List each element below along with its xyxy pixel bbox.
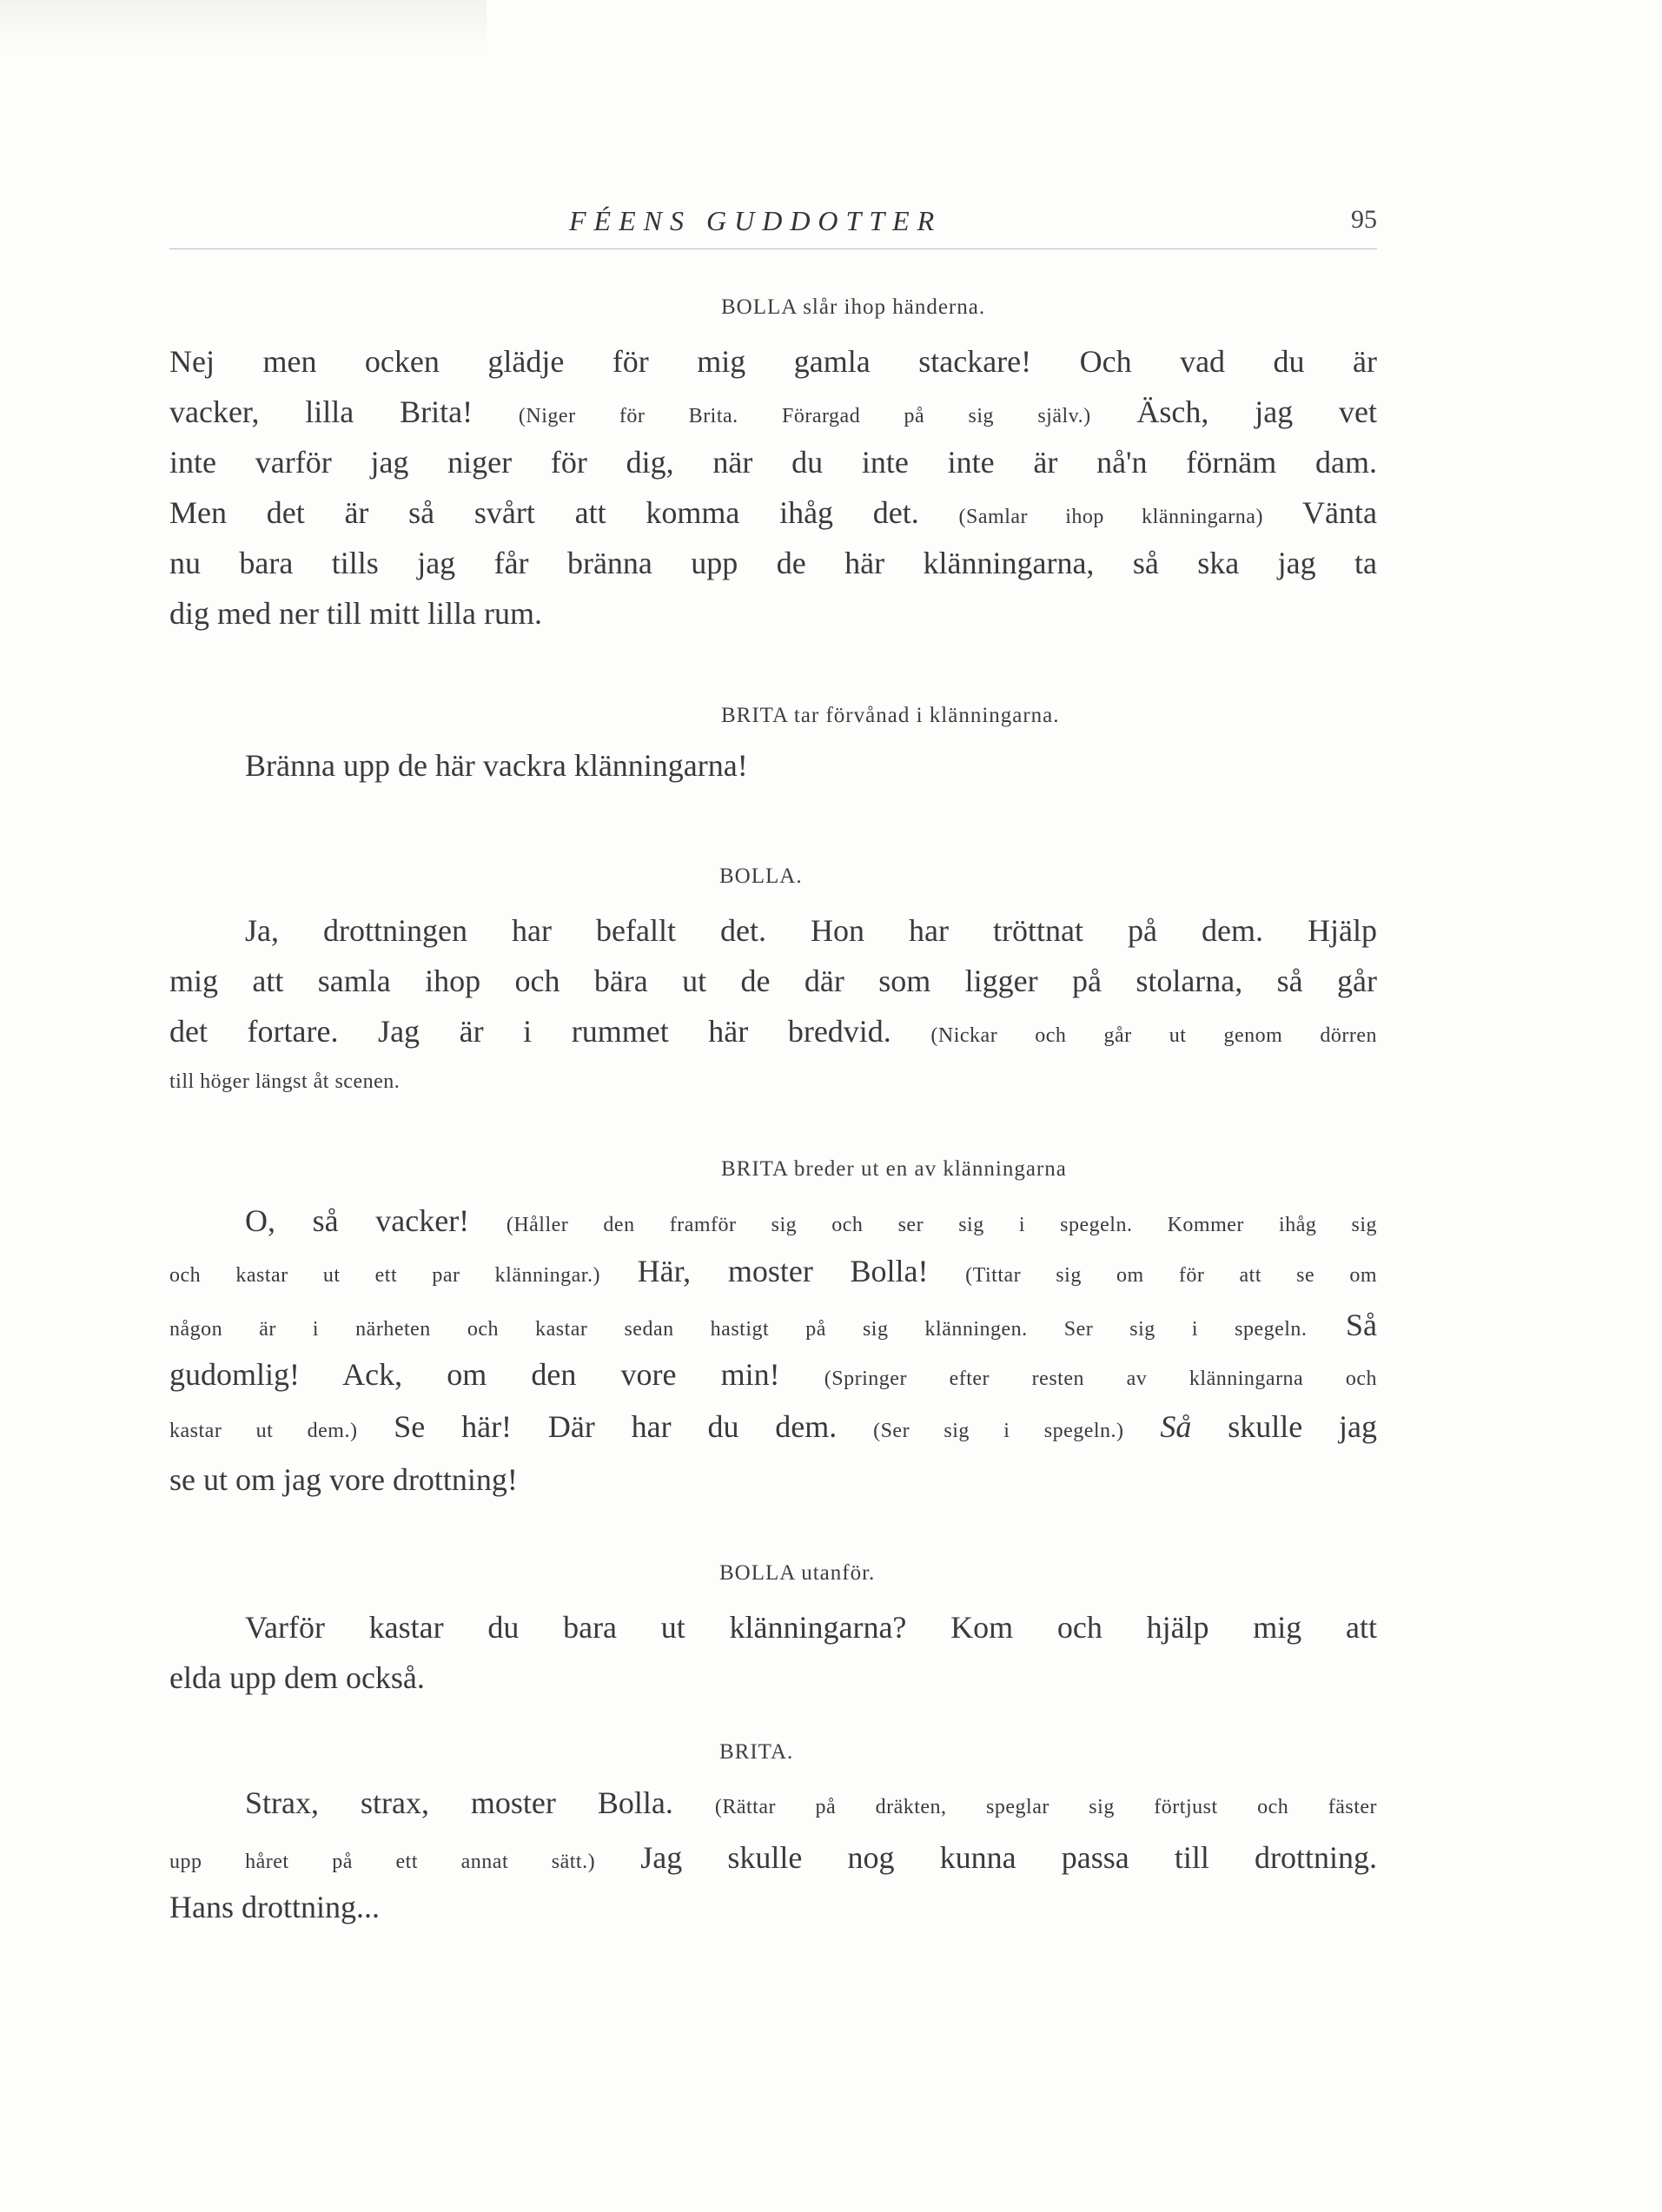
dialogue-text: Här, moster Bolla! xyxy=(637,1254,929,1288)
dialogue-text: O, så vacker! xyxy=(245,1203,470,1238)
inline-stage-direction: (Nickar och går ut genom dörren xyxy=(930,1024,1377,1047)
dialogue-text: det fortare. Jag är i rummet här bredvid. xyxy=(169,1014,891,1049)
running-header xyxy=(169,205,1377,248)
text-line xyxy=(169,1255,1377,1287)
inline-stage-direction: någon är i närheten och kastar sedan hastigt på sig klänningen. Ser sig i spegeln. xyxy=(169,1318,1308,1341)
stage-direction: BRITA. xyxy=(719,1740,794,1764)
scan-shading xyxy=(0,0,487,52)
inline-stage-direction: (Ser sig i spegeln.) xyxy=(873,1420,1124,1442)
inline-stage-direction: (Samlar ihop klänningarna) xyxy=(958,506,1263,528)
inline-stage-direction: och kastar ut ett par klänningar.) xyxy=(169,1264,600,1287)
text-line xyxy=(245,1787,1377,1818)
dialogue-text: Så xyxy=(1160,1409,1192,1444)
stage-direction: BOLLA. xyxy=(719,864,803,888)
stage-direction: BRITA breder ut en av klänningarna xyxy=(721,1157,1067,1181)
stage-direction: BRITA tar förvånad i klänningarna. xyxy=(721,704,1060,727)
text-line xyxy=(169,1411,1377,1442)
header-rule xyxy=(169,248,1377,249)
dialogue-text: Se här! Där har du dem. xyxy=(394,1409,838,1444)
text-line xyxy=(169,1309,1377,1341)
inline-stage-direction: (Rättar på dräkten, speglar sig förtjust och fäster xyxy=(714,1796,1378,1818)
text-line: inte varför jag niger för dig, när du inte inte är nå'n förnäm dam. xyxy=(169,445,1377,480)
text-line: Varför kastar du bara ut klänningarna? Kom och hjälp mig att xyxy=(245,1610,1377,1645)
text-line xyxy=(169,497,1377,528)
text-line: elda upp dem också. xyxy=(169,1660,425,1695)
text-line xyxy=(245,1205,1377,1236)
inline-stage-direction: (Tittar sig om för att se om xyxy=(965,1264,1378,1287)
text-line: till höger längst åt scenen. xyxy=(169,1070,401,1093)
dialogue-text: skulle jag xyxy=(1228,1409,1378,1444)
dialogue-text: Men det är så svårt att komma ihåg det. xyxy=(169,495,919,530)
dialogue-text: gudomlig! Ack, om den vore min! xyxy=(169,1357,780,1392)
dialogue-text: vacker, lilla Brita! xyxy=(169,394,473,429)
stage-direction: BOLLA slår ihop händerna. xyxy=(721,295,986,319)
text-line xyxy=(169,1359,1377,1390)
text-line: Nej men ocken glädje för mig gamla stackare! Och vad du är xyxy=(169,344,1377,379)
dialogue-text: Så xyxy=(1346,1308,1378,1342)
text-line xyxy=(169,1016,1377,1047)
page-number: 95 xyxy=(1351,205,1377,234)
dialogue-text: Strax, strax, moster Bolla. xyxy=(245,1785,673,1820)
inline-stage-direction: kastar ut dem.) xyxy=(169,1420,358,1442)
inline-stage-direction: (Springer efter resten av klänningarna och xyxy=(824,1368,1378,1390)
dialogue-text: Jag skulle nog kunna passa till drottning. xyxy=(640,1840,1377,1875)
inline-stage-direction: (Håller den framför sig och ser sig i spegeln. Kommer ihåg sig xyxy=(506,1214,1378,1236)
dialogue-text: Vänta xyxy=(1302,495,1377,530)
text-line xyxy=(169,1842,1377,1873)
text-line: mig att samla ihop och bära ut de där som ligger på stolarna, så går xyxy=(169,964,1377,998)
text-line xyxy=(169,396,1377,427)
text-line: dig med ner till mitt lilla rum. xyxy=(169,596,542,631)
inline-stage-direction: upp håret på ett annat sätt.) xyxy=(169,1851,596,1873)
running-title: FÉENS GUDDOTTER xyxy=(569,205,943,236)
text-line: Hans drottning... xyxy=(169,1890,380,1924)
dialogue-text: Äsch, jag vet xyxy=(1136,394,1378,429)
text-line: Ja, drottningen har befallt det. Hon har tröttnat på dem. Hjälp xyxy=(245,913,1377,948)
text-line: Bränna upp de här vackra klänningarna! xyxy=(245,748,748,783)
text-line: se ut om jag vore drottning! xyxy=(169,1462,518,1497)
text-line: nu bara tills jag får bränna upp de här klänningarna, så ska jag ta xyxy=(169,546,1377,580)
stage-direction: BOLLA utanför. xyxy=(719,1561,876,1585)
inline-stage-direction: (Niger för Brita. Förargad på sig själv.) xyxy=(518,405,1091,427)
